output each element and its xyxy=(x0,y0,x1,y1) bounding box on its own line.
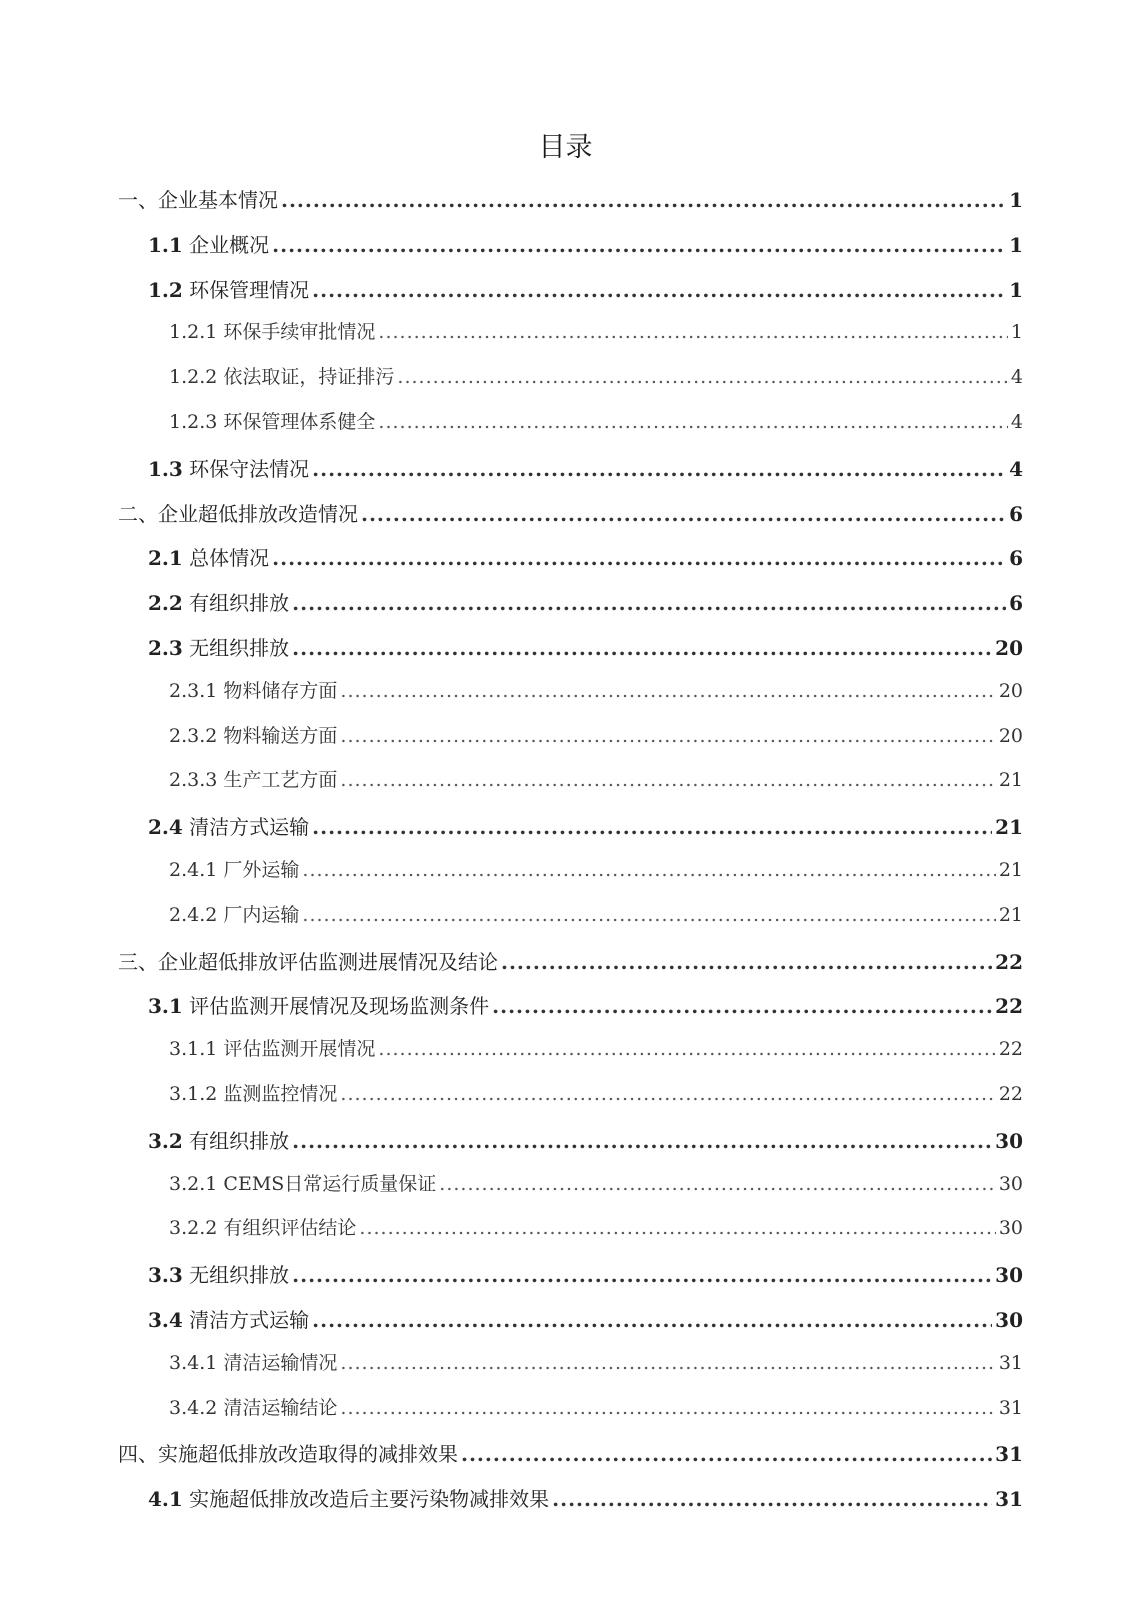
toc-entry[interactable] xyxy=(148,540,1023,576)
toc-entry[interactable] xyxy=(148,630,1023,666)
toc-entry-label xyxy=(148,1123,289,1159)
toc-entry-label xyxy=(169,762,337,798)
toc-entry[interactable] xyxy=(148,1481,1023,1517)
dot-leader xyxy=(292,630,992,666)
toc-entry-text: 清洁方式运输 xyxy=(189,1308,310,1332)
toc-entry-label xyxy=(169,1390,337,1426)
toc-page-number: 22 xyxy=(995,949,1023,974)
toc-page-number: 30 xyxy=(995,1308,1023,1332)
toc-entry-number: 3.1.2 xyxy=(169,1083,218,1105)
dot-leader xyxy=(552,1481,992,1517)
dot-leader xyxy=(340,1345,995,1381)
toc-entry-number: 2.3.2 xyxy=(169,724,218,747)
toc-entry[interactable] xyxy=(169,1076,1023,1112)
toc-page-number: 21 xyxy=(998,903,1023,926)
toc-entry-label xyxy=(148,272,309,308)
toc-entry-text: 有组织评估结论 xyxy=(223,1217,357,1240)
toc-entry-text: 无组织排放 xyxy=(189,636,290,660)
toc-entry-label xyxy=(169,404,375,440)
toc-entry-label xyxy=(118,496,358,532)
toc-page-number: 31 xyxy=(998,1396,1023,1419)
toc-entry-text: 实施超低排放改造后主要污染物减排效果 xyxy=(189,1487,550,1512)
toc-entry-label xyxy=(169,852,299,888)
toc-entry-label xyxy=(169,718,337,754)
toc-entry-number: 3.1.1 xyxy=(169,1038,218,1061)
toc-entry-text: 评估监测开展情况 xyxy=(223,1038,376,1061)
toc-entry-text: 二、企业超低排放改造情况 xyxy=(118,501,358,526)
toc-entry-label xyxy=(148,585,289,621)
toc-entry-number: 1.2.3 xyxy=(169,411,218,433)
dot-leader xyxy=(340,718,995,754)
toc-entry-text: 生产工艺方面 xyxy=(223,769,338,792)
dot-leader xyxy=(292,1123,992,1159)
toc-page-number: 20 xyxy=(998,679,1023,702)
toc-page-number: 1 xyxy=(1010,321,1023,344)
dot-leader xyxy=(292,1257,992,1293)
toc-page-number: 22 xyxy=(998,1038,1023,1061)
toc-page-number: 31 xyxy=(998,1351,1023,1374)
toc-entry-text: 四、实施超低排放改造取得的减排效果 xyxy=(118,1442,458,1467)
toc-entry[interactable] xyxy=(169,1390,1023,1426)
toc-entry-label xyxy=(148,1302,309,1338)
toc-entry-number: 1.2.2 xyxy=(169,366,218,389)
toc-entry-text: 依法取证，持证排污 xyxy=(223,366,395,389)
toc-page-number: 20 xyxy=(995,636,1023,660)
toc-page-number: 22 xyxy=(995,994,1023,1019)
toc-page-number: 31 xyxy=(995,1487,1023,1512)
dot-leader xyxy=(312,451,1006,487)
toc-entry-text: 一、企业基本情况 xyxy=(118,188,278,212)
toc-page-number: 30 xyxy=(995,1263,1023,1288)
toc-entry-number: 2.3.1 xyxy=(169,679,218,702)
toc-entry-number: 2.4.2 xyxy=(169,903,218,926)
toc-page-number: 30 xyxy=(998,1172,1023,1195)
toc-entry-number: 3.3 xyxy=(148,1263,183,1288)
toc-entry-label xyxy=(148,227,269,263)
toc-entry-number: 1.2 xyxy=(148,277,183,302)
toc-page-number: 4 xyxy=(1010,411,1023,433)
dot-leader xyxy=(378,314,1007,350)
toc-entry-number: 3.2.2 xyxy=(169,1217,218,1240)
dot-leader xyxy=(340,762,995,798)
dot-leader xyxy=(461,1436,992,1472)
toc-entry-number: 2.3.3 xyxy=(169,769,218,792)
toc-page-number: 6 xyxy=(1009,546,1023,571)
toc-entry-label xyxy=(169,1166,436,1202)
toc-entry[interactable] xyxy=(169,359,1023,395)
dot-leader xyxy=(312,1302,992,1338)
toc-entry-number: 2.4 xyxy=(148,815,183,840)
toc-entry-text: 厂外运输 xyxy=(223,859,300,881)
toc-entry-label xyxy=(148,809,309,845)
toc-entry-text: 无组织排放 xyxy=(189,1263,290,1288)
toc-page-number: 1 xyxy=(1009,277,1023,302)
toc-entry[interactable] xyxy=(169,673,1023,709)
toc-entry-text: 环保管理情况 xyxy=(189,277,310,302)
toc-entry-number: 1.1 xyxy=(148,232,183,257)
toc-entry-text: 清洁运输情况 xyxy=(223,1351,338,1374)
toc-entry-text: 物料储存方面 xyxy=(223,679,338,702)
dot-leader xyxy=(361,496,1006,532)
toc-entry[interactable] xyxy=(148,585,1023,621)
toc-page-number: 1 xyxy=(1009,232,1023,257)
toc-entry[interactable] xyxy=(169,314,1023,350)
toc-entry-label xyxy=(118,182,278,218)
dot-leader xyxy=(302,852,995,888)
dot-leader xyxy=(501,944,992,980)
toc-entry-label xyxy=(169,359,394,395)
toc-entry-label xyxy=(169,897,299,933)
toc-entry-label xyxy=(169,1345,337,1381)
dot-leader xyxy=(302,897,995,933)
dot-leader xyxy=(272,227,1006,263)
toc-entry-text: 企业概况 xyxy=(189,232,270,257)
dot-leader xyxy=(340,1390,995,1426)
toc-entry[interactable] xyxy=(148,1302,1023,1338)
toc-entry-label xyxy=(148,1481,549,1517)
dot-leader xyxy=(292,585,1006,621)
dot-leader xyxy=(340,1076,995,1112)
toc-entry[interactable] xyxy=(169,1166,1023,1202)
toc-entry[interactable] xyxy=(169,1210,1023,1246)
toc-entry-text: 有组织排放 xyxy=(189,1128,290,1153)
toc-entry[interactable] xyxy=(118,1436,1023,1472)
dot-leader xyxy=(439,1166,996,1202)
toc-page-number: 21 xyxy=(998,859,1023,881)
toc-entry-label xyxy=(118,944,498,980)
toc-entry-text: 环保手续审批情况 xyxy=(223,321,376,344)
toc-entry-text: 有组织排放 xyxy=(189,591,290,616)
toc-entry-label xyxy=(148,988,489,1024)
toc-entry[interactable] xyxy=(148,988,1023,1024)
toc-page-number: 20 xyxy=(998,724,1023,747)
toc-entry-number: 1.3 xyxy=(148,456,183,481)
toc-page-number: 22 xyxy=(998,1083,1023,1105)
toc-page-number: 21 xyxy=(998,769,1023,792)
toc-entry[interactable] xyxy=(169,718,1023,754)
dot-leader xyxy=(378,404,1007,440)
toc-entry-label xyxy=(148,540,269,576)
toc-entry[interactable] xyxy=(148,451,1023,487)
toc-entry[interactable] xyxy=(169,404,1023,440)
dot-leader xyxy=(359,1210,995,1246)
toc-entry-text: 监测监控情况 xyxy=(223,1083,338,1105)
toc-entry-text: 清洁方式运输 xyxy=(189,815,310,840)
toc-entry-text: 物料输送方面 xyxy=(223,724,338,747)
toc-entry-label xyxy=(169,1210,356,1246)
toc-page-number: 30 xyxy=(995,1128,1023,1153)
dot-leader xyxy=(272,540,1006,576)
toc-entry[interactable] xyxy=(118,496,1023,532)
toc-entry-label xyxy=(169,1076,337,1112)
toc-entry-text: 三、企业超低排放评估监测进展情况及结论 xyxy=(118,949,498,974)
dot-leader xyxy=(378,1031,995,1067)
toc-entry[interactable] xyxy=(148,1123,1023,1159)
toc-entry-label xyxy=(148,451,309,487)
toc-entry-number: 1.2.1 xyxy=(169,321,218,344)
toc-entry-number: 3.1 xyxy=(148,994,183,1019)
toc-page-number: 4 xyxy=(1010,366,1023,389)
toc-entry-number: 2.1 xyxy=(148,546,183,571)
toc-entry-text: 评估监测开展情况及现场监测条件 xyxy=(189,994,490,1019)
toc-entry-number: 3.2.1 xyxy=(169,1172,218,1195)
toc-entry[interactable] xyxy=(148,272,1023,308)
toc-entry-number: 3.4.1 xyxy=(169,1351,218,1374)
toc-entry-text: 清洁运输结论 xyxy=(223,1396,338,1419)
toc-entry-number: 2.4.1 xyxy=(169,859,218,881)
toc-entry[interactable] xyxy=(118,182,1023,218)
toc-page-number: 6 xyxy=(1009,591,1023,616)
toc-entry-number: 3.4.2 xyxy=(169,1396,218,1419)
toc-entry[interactable] xyxy=(148,809,1023,845)
page-title: 目录 xyxy=(538,132,593,163)
toc-page-number: 1 xyxy=(1009,188,1023,212)
toc-entry-label xyxy=(148,630,289,666)
toc-entry-number: 4.1 xyxy=(148,1487,183,1512)
toc-entry-label xyxy=(148,1257,289,1293)
toc-entry-label xyxy=(118,1436,458,1472)
toc-entry-text: 环保守法情况 xyxy=(189,456,310,481)
toc-entry-number: 3.2 xyxy=(148,1128,183,1153)
toc-entry[interactable] xyxy=(118,944,1023,980)
toc-page-number: 30 xyxy=(998,1217,1023,1240)
toc-entry-text: 厂内运输 xyxy=(223,903,300,926)
dot-leader xyxy=(312,809,992,845)
toc-entry[interactable] xyxy=(169,1031,1023,1067)
dot-leader xyxy=(312,272,1006,308)
dot-leader xyxy=(281,182,1006,218)
dot-leader xyxy=(397,359,1007,395)
toc-entry[interactable] xyxy=(148,1257,1023,1293)
toc-entry[interactable] xyxy=(169,852,1023,888)
dot-leader xyxy=(492,988,992,1024)
toc-entry[interactable] xyxy=(148,227,1023,263)
toc-entry-label xyxy=(169,673,337,709)
toc-page-number: 6 xyxy=(1009,501,1023,526)
toc-entry-number: 2.3 xyxy=(148,636,183,660)
toc-entry-label xyxy=(169,1031,375,1067)
dot-leader xyxy=(340,673,995,709)
toc-entry-text: 总体情况 xyxy=(189,546,270,571)
toc-entry-text: 环保管理体系健全 xyxy=(223,411,376,433)
toc-page-number: 4 xyxy=(1009,456,1023,481)
toc-entry-number: 2.2 xyxy=(148,591,183,616)
toc-entry-number: 3.4 xyxy=(148,1308,183,1332)
toc-page-number: 21 xyxy=(995,815,1023,840)
toc-page-number: 31 xyxy=(995,1442,1023,1467)
toc-entry[interactable] xyxy=(169,897,1023,933)
toc-entry-text: CEMS日常运行质量保证 xyxy=(223,1172,437,1195)
toc-entry[interactable] xyxy=(169,1345,1023,1381)
toc-entry-label xyxy=(169,314,375,350)
toc-entry[interactable] xyxy=(169,762,1023,798)
